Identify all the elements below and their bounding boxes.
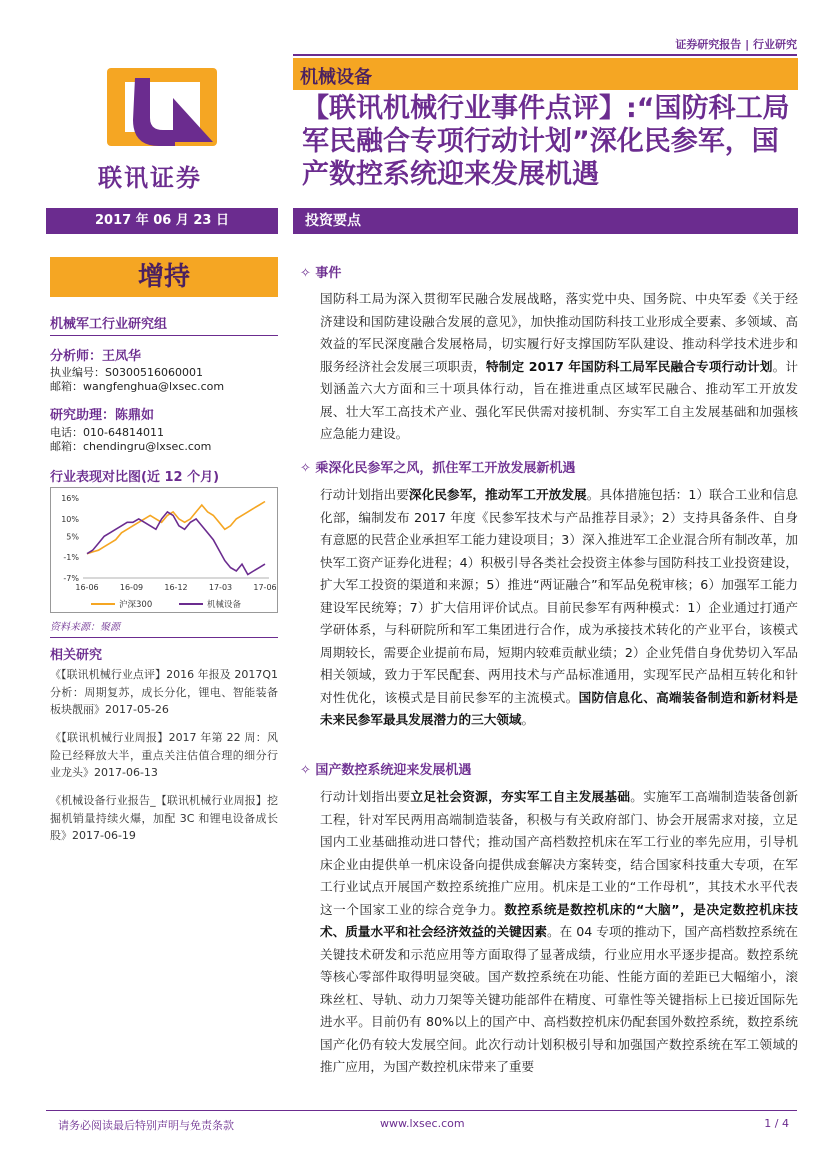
disclaimer-link[interactable]: 请务必阅读最后特别声明与免责条款 bbox=[58, 1119, 234, 1132]
report-type-label: 证券研究报告 | 行业研究 bbox=[675, 38, 797, 51]
legend-label: 机械设备 bbox=[207, 600, 242, 610]
assistant-email: 邮箱：chendingru@lxsec.com bbox=[50, 440, 212, 453]
section-heading-civil-military: ✧ 乘深化民参军之风，抓住军工开放发展新机遇 bbox=[300, 461, 576, 476]
report-date: 2017 年 06 月 23 日 bbox=[46, 208, 278, 234]
assistant-phone: 电话：010-64814011 bbox=[50, 426, 164, 439]
analyst-email: 邮箱：wangfenghua@lxsec.com bbox=[50, 380, 225, 393]
x-tick-label: 17-06 bbox=[253, 583, 277, 592]
report-title: 【联讯机械行业事件点评】:“国防科工局军民融合专项行动计划”深化民参军，国产数控系统迎来发展机遇 bbox=[302, 93, 790, 190]
section-heading-event: ✧ 事件 bbox=[300, 266, 342, 281]
research-group: 机械军工行业研究组 bbox=[50, 317, 168, 332]
section-heading-cnc: ✧ 国产数控系统迎来发展机遇 bbox=[300, 763, 472, 778]
section-paragraph-event: 国防科工局为深入贯彻军民融合发展战略，落实党中央、国务院、中央军委《关于经济建设和国防建设融合发展的意见》，加快推动国防科技工业形成全要素、多领域、高效益的军民深度融合发展格局，切实履行好支撑国防军队建设、推动科学技术进步和服务经济社会发展三项职责，特制定 2017 年国防科工局军民融合专项行动计划。计划涵盖六大方面和三十项具体行动，旨在推进重点区域军民融合、推动军工开放发展、壮大军工高技术产业、强化军民供需对接机制、夯实军工自主发展基础和加强核应急能力建设。 bbox=[320, 291, 799, 441]
analyst-name: 分析师：王凤华 bbox=[50, 349, 142, 364]
analyst-license: 执业编号：S0300516060001 bbox=[50, 366, 203, 379]
rating-badge: 增持 bbox=[50, 257, 278, 297]
related-research-title: 相关研究 bbox=[50, 648, 103, 663]
x-tick-label: 16-06 bbox=[75, 583, 99, 592]
legend-label: 沪深300 bbox=[119, 600, 153, 610]
chart-title: 行业表现对比图(近 12 个月) bbox=[50, 470, 220, 485]
invest-highlights-heading: 投资要点 bbox=[293, 208, 798, 234]
x-tick-label: 16-12 bbox=[164, 583, 188, 592]
x-tick-label: 16-09 bbox=[119, 583, 144, 592]
industry-label: 机械设备 bbox=[300, 67, 372, 88]
page-number: 1 / 4 bbox=[764, 1117, 789, 1130]
related-report-link[interactable]: 《机械设备行业报告_【联讯机械行业周报】挖掘机销量持续火爆，加配 3C 和锂电设备成长股》2017-06-19 bbox=[50, 794, 278, 842]
sidebar-divider bbox=[50, 335, 278, 336]
company-logo-text: 联讯证券 bbox=[98, 163, 202, 192]
footer-divider bbox=[46, 1110, 797, 1111]
related-report-link[interactable]: 《【联讯机械行业周报】2017 年第 22 周：风险已经释放大半，重点关注估值合理的细分行业龙头》2017-06-13 bbox=[50, 731, 278, 779]
x-tick-label: 17-03 bbox=[208, 583, 233, 592]
y-tick-label: 10% bbox=[61, 514, 79, 524]
series-line-machinery bbox=[87, 512, 265, 575]
series-line-hs300 bbox=[87, 502, 265, 554]
y-tick-label: 16% bbox=[61, 494, 79, 503]
y-tick-label: 5% bbox=[66, 532, 79, 542]
assistant-name: 研究助理：陈鼎如 bbox=[50, 408, 155, 423]
y-tick-label: -1% bbox=[63, 553, 79, 563]
performance-chart bbox=[50, 487, 278, 613]
section-paragraph-civil-military: 行动计划指出要深化民参军，推动军工开放发展。具体措施包括：1）联合工业和信息化部，编制发布 2017 年度《民参军技术与产品推荐目录》；2）支持具备条件、自身有意愿的民营企业承担军工能力建设项目；3）深入推进军工企业混合所有制改革，加快军工资产证券化进程；4）积极引导各类社会投资主体参与国防科技工业投资建设，扩大军工投资的渠道和来源；5）推进“两证融合”和军品免税审核；6）加强军工能力建设军民统筹；7）扩大信用评价试点。目前民参军有两种模式：1）企业通过打通产学研体系，与科研院所和军工集团进行合作，成为承接技术转化的产业平台，该模式周期较长，需要企业提前布局，短期内较难贡献业绩；2）企业凭借自身优势切入军品相关领域，致力于军民配套、两用技术与产品标准通用，实现军民产品相互转化和针对性优化，该模式是目前民参军的主流模式。国防信息化、高端装备制造和新材料是未来民参军最具发展潜力的三大领域。 bbox=[320, 487, 799, 727]
sidebar-divider bbox=[50, 637, 278, 638]
top-divider bbox=[293, 54, 797, 56]
website-link[interactable]: www.lxsec.com bbox=[380, 1117, 465, 1130]
y-tick-label: -7% bbox=[63, 574, 79, 583]
chart-source: 资料来源：聚源 bbox=[50, 622, 120, 633]
performance-chart-svg bbox=[51, 488, 277, 612]
section-paragraph-cnc: 行动计划指出要立足社会资源，夯实军工自主发展基础。实施军工高端制造装备创新工程，针对军民两用高端制造装备，积极与有关政府部门、协会开展需求对接，立足国内工业基础推动进口替代；推动国产高档数控机床在军工行业的率先应用，引导机床企业由提供单一机床设备向提供成套解决方案转变，结合国家科技重大专项，在军工行业试点开展国产数控系统推广应用。机床是工业的“工作母机”，其技术水平代表这一个国家工业的综合竞争力。数控系统是数控机床的“大脑”，是决定数控机床技术、质量水平和社会经济效益的关键因素。在 04 专项的推动下，国产高档数控系统在关键技术研发和示范应用等方面取得了显著成绩，行业应用水平逐步提高。数控系统等核心零部件取得明显突破。国产数控系统在功能、性能方面的差距已大幅缩小，滚珠丝杠、导轨、动力刀架等关键功能部件在精度、可靠性等关键指标上已接近国际先进水平。目前仍有 80%以上的国产中、高档数控机床仍配套国外数控系统，数控系统国产化仍有较大发展空间。此次行动计划积极引导和加强国产数控系统在军工领域的推广应用，为国产数控机床带来了重要 bbox=[320, 789, 799, 1074]
related-report-link[interactable]: 《【联讯机械行业点评】2016 年报及 2017Q1 分析：周期复苏，成长分化，锂电、智能装备板块靓丽》2017-05-26 bbox=[50, 668, 278, 716]
